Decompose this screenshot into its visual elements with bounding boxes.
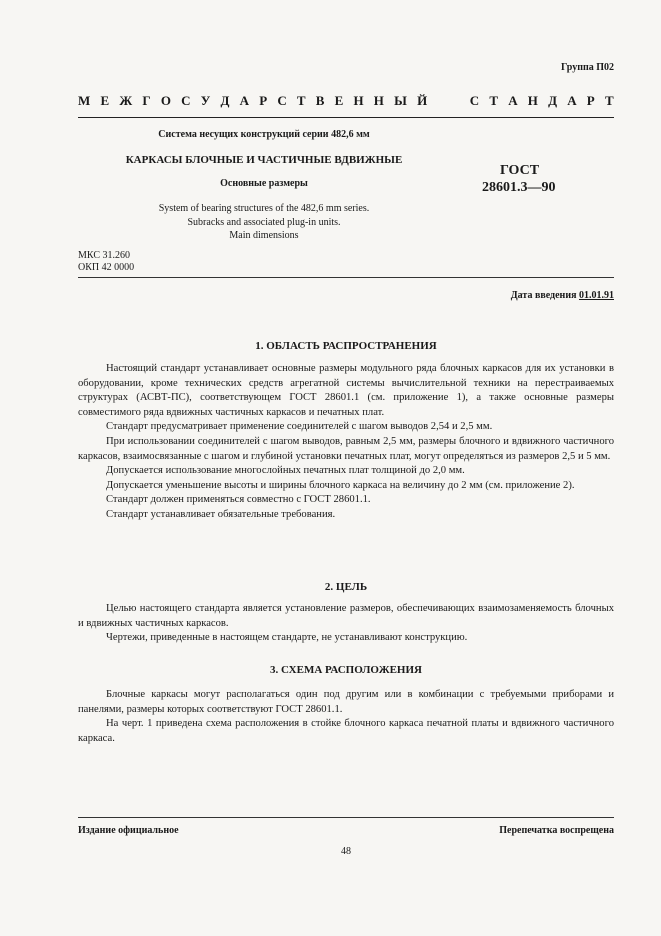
- english-line: Main dimensions: [229, 230, 299, 241]
- banner-letter: Н: [373, 93, 384, 108]
- section-body: [78, 602, 614, 646]
- paragraph: Целью настоящего стандарта является установление размеров, обеспечивающих взаимозаменяемость блочных и вдвижных частичных каркасов.: [78, 603, 614, 629]
- banner-letter: [454, 93, 460, 109]
- paragraph: Допускается использование многослойных печатных плат толщиной до 2,0 мм.: [106, 465, 465, 477]
- banner-letter: Д: [220, 93, 230, 108]
- introduction-date: [400, 290, 614, 301]
- mid-rule: [78, 277, 614, 278]
- group-code: Группа П02: [561, 62, 614, 73]
- banner-letter: Е: [334, 93, 344, 108]
- banner-letter: С: [469, 93, 480, 108]
- banner-letter: Ж: [119, 93, 133, 108]
- paragraph: Стандарт должен применяться совместно с ГОСТ 28601.1.: [106, 494, 371, 506]
- standard-banner: [78, 93, 614, 109]
- banner-letter: С: [181, 93, 191, 108]
- section-body: [78, 362, 614, 523]
- gost-number: 28601.3—90: [482, 180, 556, 195]
- mks-code: МКС 31.260: [78, 250, 130, 261]
- paragraph: На черт. 1 приведена схема расположения в стойке блочного каркаса печатной платы и вдвижного частичного каркаса.: [78, 718, 614, 744]
- intro-date-value: 01.01.91: [579, 290, 614, 301]
- banner-letter: У: [200, 93, 211, 108]
- banner-letter: О: [160, 93, 171, 108]
- official-edition-note: Издание официальное: [78, 825, 179, 836]
- banner-letter: Й: [417, 93, 428, 108]
- banner-letter: Р: [586, 93, 595, 108]
- banner-letter: Е: [100, 93, 110, 108]
- banner-letter: [437, 93, 443, 109]
- paragraph: Настоящий стандарт устанавливает основные размеры модульного ряда блочных каркасов для их установки в оборудовании, кроме технических средств агрегатной системы вычислительной техники на перестраиваемых структурах (АСВТ-ПС), соответствующем ГОСТ 28601.1 (см. приложение 1), а также основные размеры совместимого ряда вдвижных частичных каркасов и печатных плат.: [78, 363, 614, 418]
- banner-letter: В: [315, 93, 325, 108]
- section-heading: 3. СХЕМА РАСПОЛОЖЕНИЯ: [270, 664, 422, 676]
- paragraph: Чертежи, приведенные в настоящем стандарте, не устанавливают конструкцию.: [106, 632, 468, 644]
- paragraph: При использовании соединителей с шагом выводов, равным 2,5 мм, размеры блочного и вдвижного частичного каркасов, взаимосвязанные с шагом и глубиной установки печатных плат, могут определяться из размеров 2,5 и 5 мм.: [78, 435, 614, 462]
- banner-letter: Ы: [394, 93, 407, 108]
- banner-letter: А: [239, 93, 249, 108]
- english-line: Subracks and associated plug-in units.: [187, 216, 341, 228]
- document-title: КАРКАСЫ БЛОЧНЫЕ И ЧАСТИЧНЫЕ ВДВИЖНЫЕ: [125, 154, 403, 166]
- section-heading: 2. ЦЕЛЬ: [324, 581, 368, 593]
- paragraph: Блочные каркасы могут располагаться один под другим или в комбинации с требуемыми приборами и панелями, размеры которых соответствуют ГОСТ 28601.1.: [78, 689, 614, 715]
- banner-letter: Т: [604, 93, 614, 108]
- gost-label: ГОСТ: [500, 163, 540, 178]
- okp-code: ОКП 42 0000: [78, 262, 135, 273]
- classification-codes: [78, 250, 134, 274]
- banner-letter: А: [508, 93, 518, 108]
- banner-letter: Т: [489, 93, 498, 108]
- banner-letter: Н: [527, 93, 538, 108]
- section-heading: 1. ОБЛАСТЬ РАСПРОСТРАНЕНИЯ: [255, 340, 437, 352]
- banner-letter: Г: [142, 93, 151, 108]
- bottom-rule: [78, 817, 614, 818]
- english-title: [78, 202, 450, 243]
- page-number: 48: [341, 846, 351, 857]
- banner-letter: Т: [296, 93, 306, 108]
- system-title: Система несущих конструкций серии 482,6 мм: [158, 129, 370, 140]
- banner-letter: М: [78, 93, 91, 108]
- paragraph: Стандарт устанавливает обязательные требования.: [106, 508, 336, 520]
- banner-letter: С: [277, 93, 287, 108]
- banner-letter: Д: [548, 93, 558, 108]
- intro-date-label: Дата введения: [510, 290, 579, 301]
- reprint-prohibited-note: Перепечатка воспрещена: [499, 825, 614, 836]
- banner-letter: Н: [353, 93, 364, 108]
- top-rule: [78, 117, 614, 118]
- paragraph: Стандарт предусматривает применение соединителей с шагом выводов 2,54 и 2,5 мм.: [106, 421, 493, 433]
- section-body: [78, 688, 614, 746]
- english-line: System of bearing structures of the 482,6 mm series.: [158, 203, 370, 214]
- paragraph: Допускается уменьшение высоты и ширины блочного каркаса на величину до 2 мм (см. приложение 2).: [106, 479, 575, 491]
- banner-letter: Р: [259, 93, 268, 108]
- gost-designation: [482, 162, 602, 196]
- document-subtitle: Основные размеры: [220, 178, 308, 189]
- banner-letter: А: [567, 93, 577, 108]
